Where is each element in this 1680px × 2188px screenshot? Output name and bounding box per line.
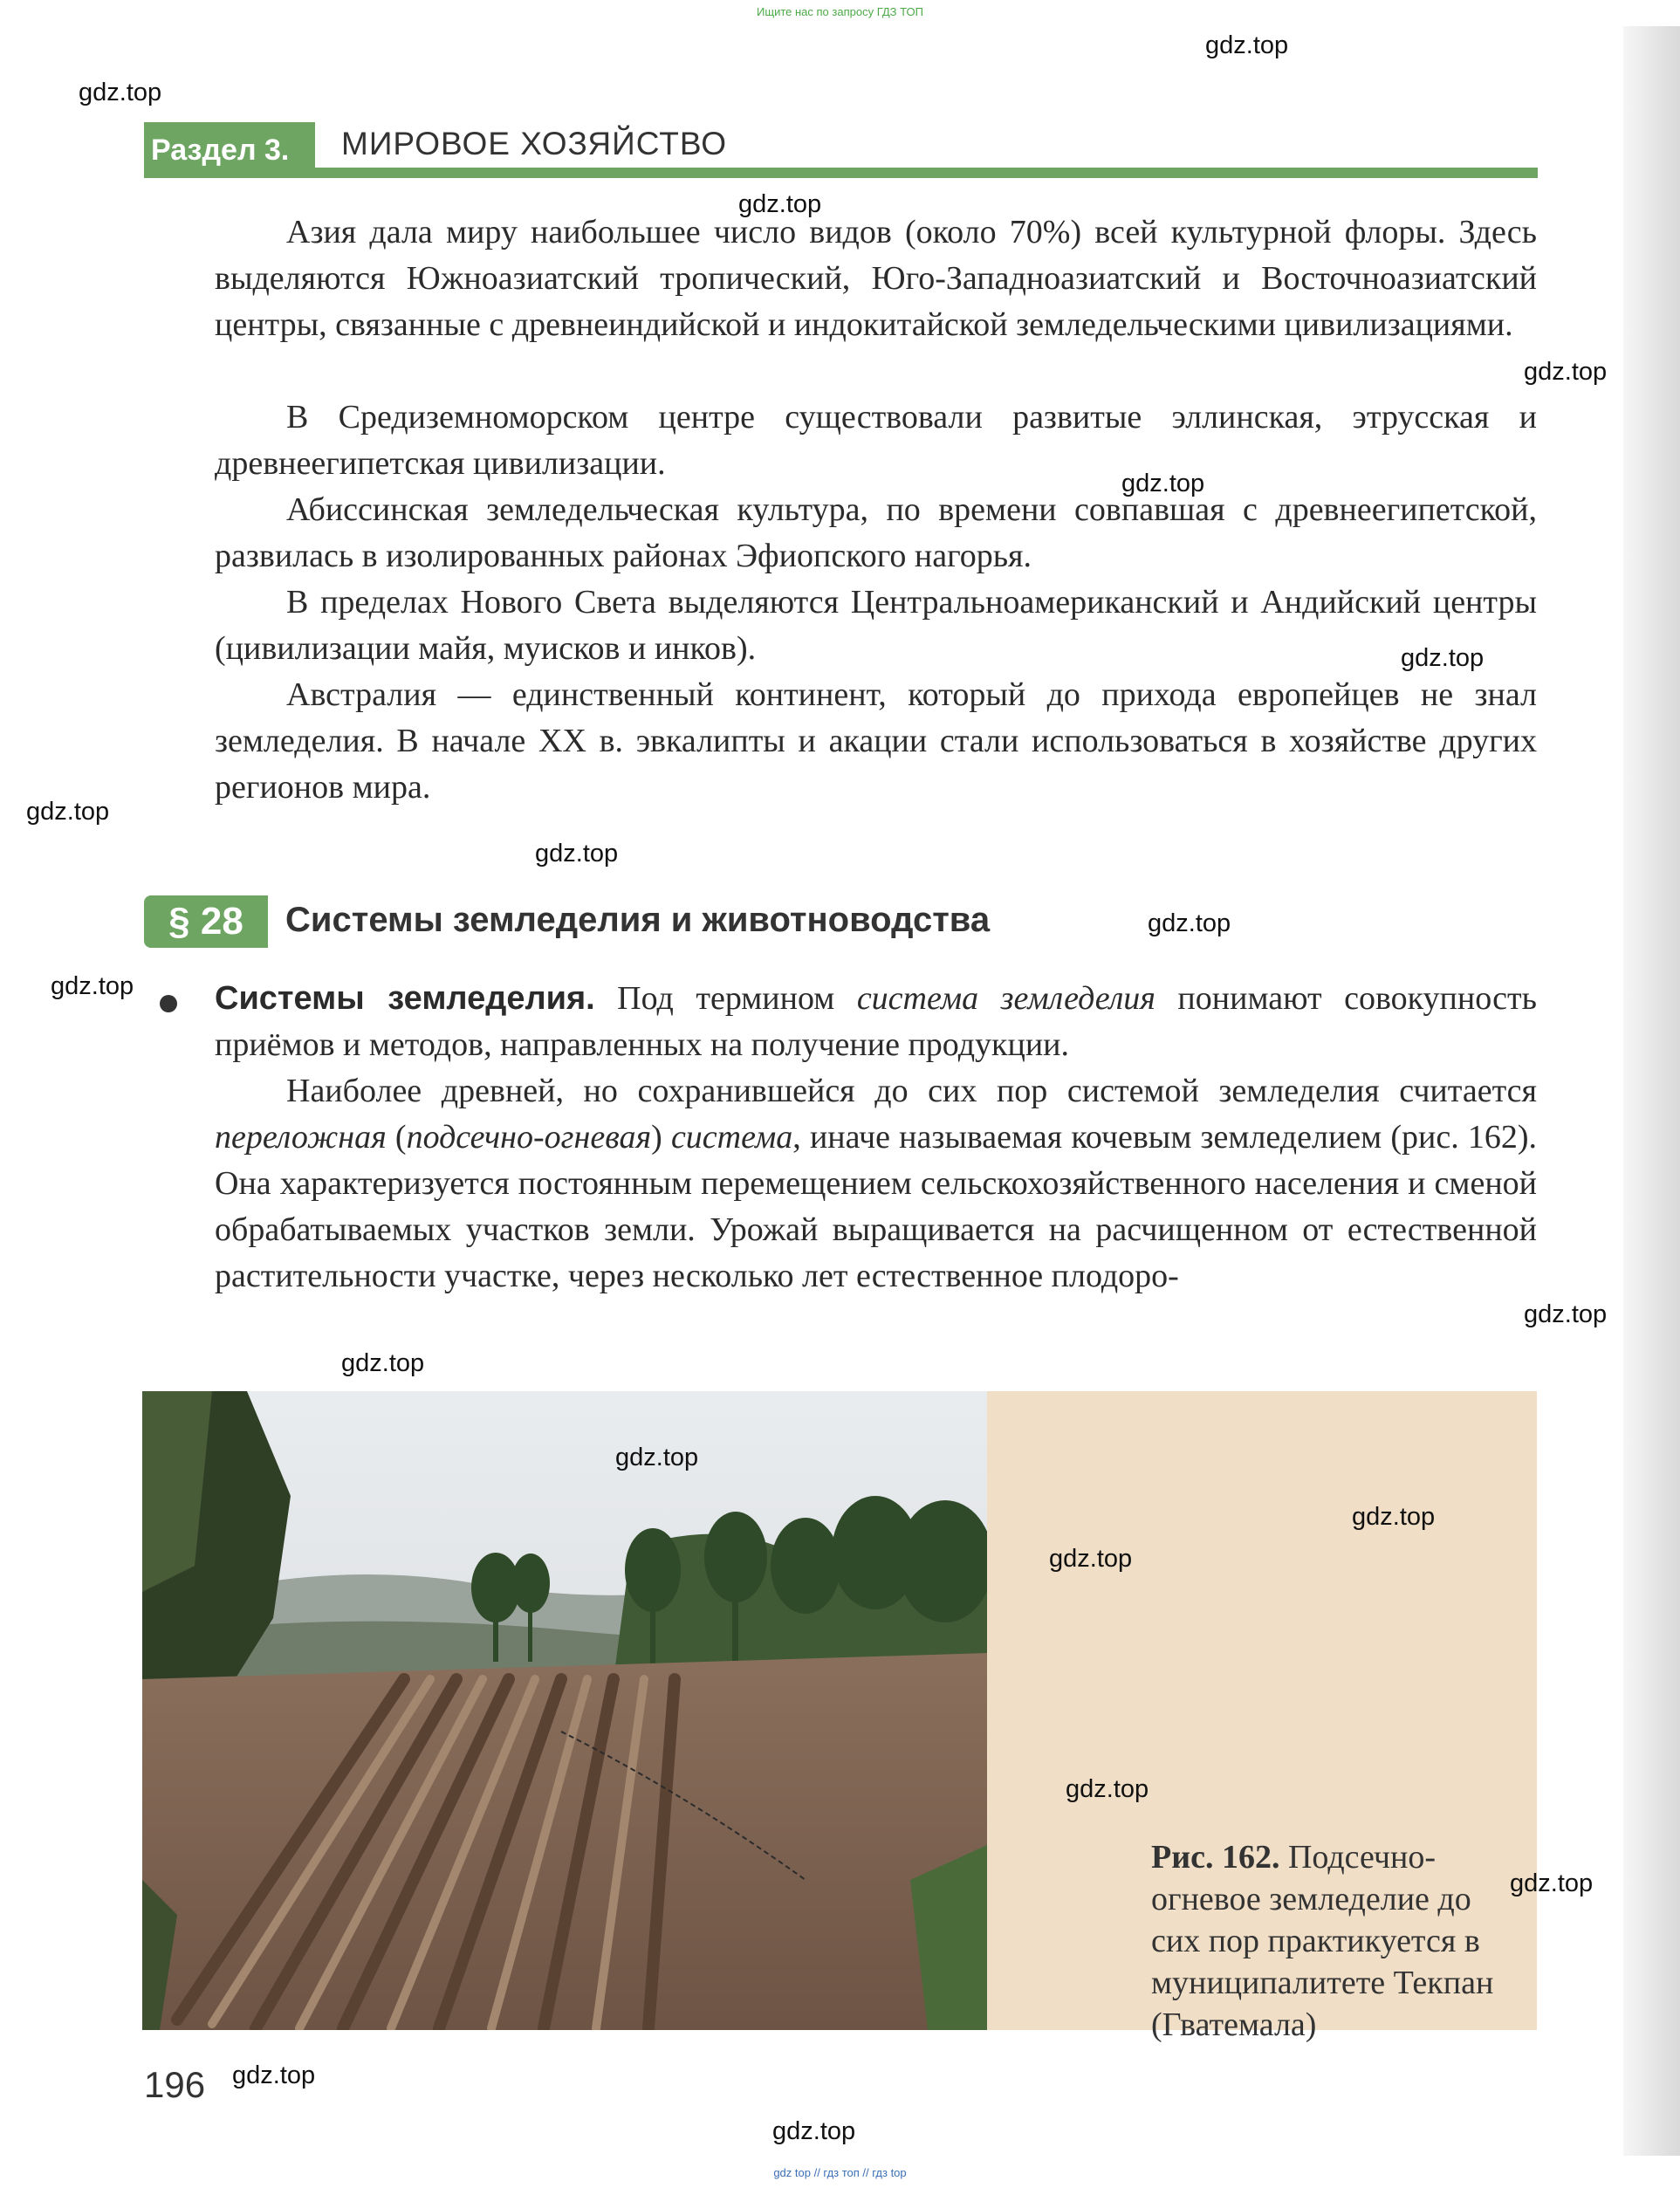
- watermark: gdz.top: [26, 798, 110, 826]
- watermark: gdz.top: [1352, 1503, 1436, 1531]
- paragraph-number: § 28: [144, 895, 268, 948]
- paragraph-slash-and-burn: [215, 1068, 1537, 1300]
- systems-heading: Системы земледелия.: [215, 980, 595, 1017]
- watermark: gdz.top: [738, 190, 822, 218]
- text-run: Наиболее древней, но сохранившейся до сих пор системой земледелия считается: [286, 1073, 1537, 1109]
- paragraph-abyssinian: Абиссинская земледельческая культура, по времени совпавшая с древнеегипетской, развилась в изолированных районах Эфиопского нагорья.: [215, 491, 1537, 574]
- watermark: gdz.top: [1121, 470, 1205, 497]
- watermark: gdz.top: [1148, 909, 1231, 937]
- watermark: gdz.top: [772, 2117, 856, 2145]
- term-fallow: переложная: [215, 1119, 387, 1156]
- watermark: gdz.top: [1524, 1300, 1608, 1328]
- watermark: gdz.top: [79, 79, 162, 106]
- watermark: gdz.top: [615, 1444, 699, 1471]
- watermark: gdz.top: [1049, 1545, 1133, 1573]
- section-underline: [315, 168, 1538, 178]
- paragraph-new-world: В пределах Нового Света выделяются Центральноамериканский и Андийский центры (цивилизации майя, муисков и инков).: [215, 584, 1537, 667]
- paragraph-asia: Азия дала миру наибольшее число видов (около 70%) всей культурной флоры. Здесь выделяются Южноазиатский тропический, Юго-Западноазиатский и Восточноазиатский центры, связанные с древнеиндийской и индокитайской земледельческими цивилизациями.: [215, 214, 1537, 343]
- paragraph-australia: Австралия — единственный континент, который до прихода европейцев не знал земледелия. В начале XX в. эвкалипты и акации стали использоваться в хозяйстве других регионов мира.: [215, 676, 1537, 806]
- paragraph-title: Системы земледелия и животноводства: [285, 901, 991, 939]
- page-edge-shadow: [1623, 26, 1680, 2156]
- watermark: gdz.top: [535, 840, 619, 868]
- watermark: gdz.top: [1066, 1775, 1149, 1803]
- section-label: Раздел 3.: [144, 122, 315, 178]
- section-header: [144, 122, 1538, 178]
- page-number: 196: [144, 2064, 206, 2105]
- top-note: Ищите нас по запросу ГДЗ ТОП: [757, 5, 923, 18]
- text-run: , иначе называемая кочевым земледелием (рис. 162). Она характеризуется постоянным перемещением сельскохозяйственного населения и сменой обрабатываемых участков земли. Урожай выращивается на расчищенном от естественной растительности участке, через несколько лет естественное плодоро-: [215, 1119, 1538, 1294]
- term-system: система земледелия: [856, 980, 1155, 1017]
- text-run: ): [651, 1119, 671, 1156]
- figure-162: [142, 1391, 1537, 2043]
- bullet-icon: [160, 995, 177, 1012]
- watermark: gdz.top: [1401, 644, 1485, 672]
- caption-panel: [987, 1391, 1537, 2043]
- section-title: МИРОВОЕ ХОЗЯЙСТВО: [341, 126, 728, 161]
- term-slash-burn: подсечно-огневая: [406, 1119, 652, 1156]
- watermark: gdz.top: [341, 1349, 425, 1377]
- watermark: gdz.top: [232, 2061, 316, 2089]
- paragraph-systems-definition: [215, 976, 1537, 1068]
- bottom-note: gdz top // гдз топ // гдз top: [773, 2166, 907, 2179]
- figure-caption: [1151, 1836, 1518, 2046]
- figure-number: Рис. 162.: [1151, 1839, 1280, 1876]
- watermark: gdz.top: [1205, 31, 1289, 59]
- field-photo: [142, 1391, 987, 2030]
- text-run: (: [386, 1119, 407, 1156]
- paragraph-heading: [144, 895, 1538, 948]
- watermark: gdz.top: [1510, 1869, 1594, 1897]
- paragraph-mediterranean: В Средиземноморском центре существовали развитые эллинская, этрусская и древнеегипетская цивилизации.: [215, 399, 1537, 482]
- watermark: gdz.top: [1524, 358, 1608, 386]
- watermark: gdz.top: [51, 972, 134, 1000]
- text-run: понимают совокупность приёмов и методов, направленных на получение продукции.: [215, 980, 1537, 1063]
- figure-caption-text: Подсечно-огневое земледелие до сих пор практикуется в муниципалитете Текпан (Гватемала): [1151, 1839, 1494, 2043]
- term-system-2: система: [670, 1119, 793, 1156]
- field-photo-illustration: [142, 1391, 987, 2030]
- text-run: Под термином: [594, 980, 857, 1017]
